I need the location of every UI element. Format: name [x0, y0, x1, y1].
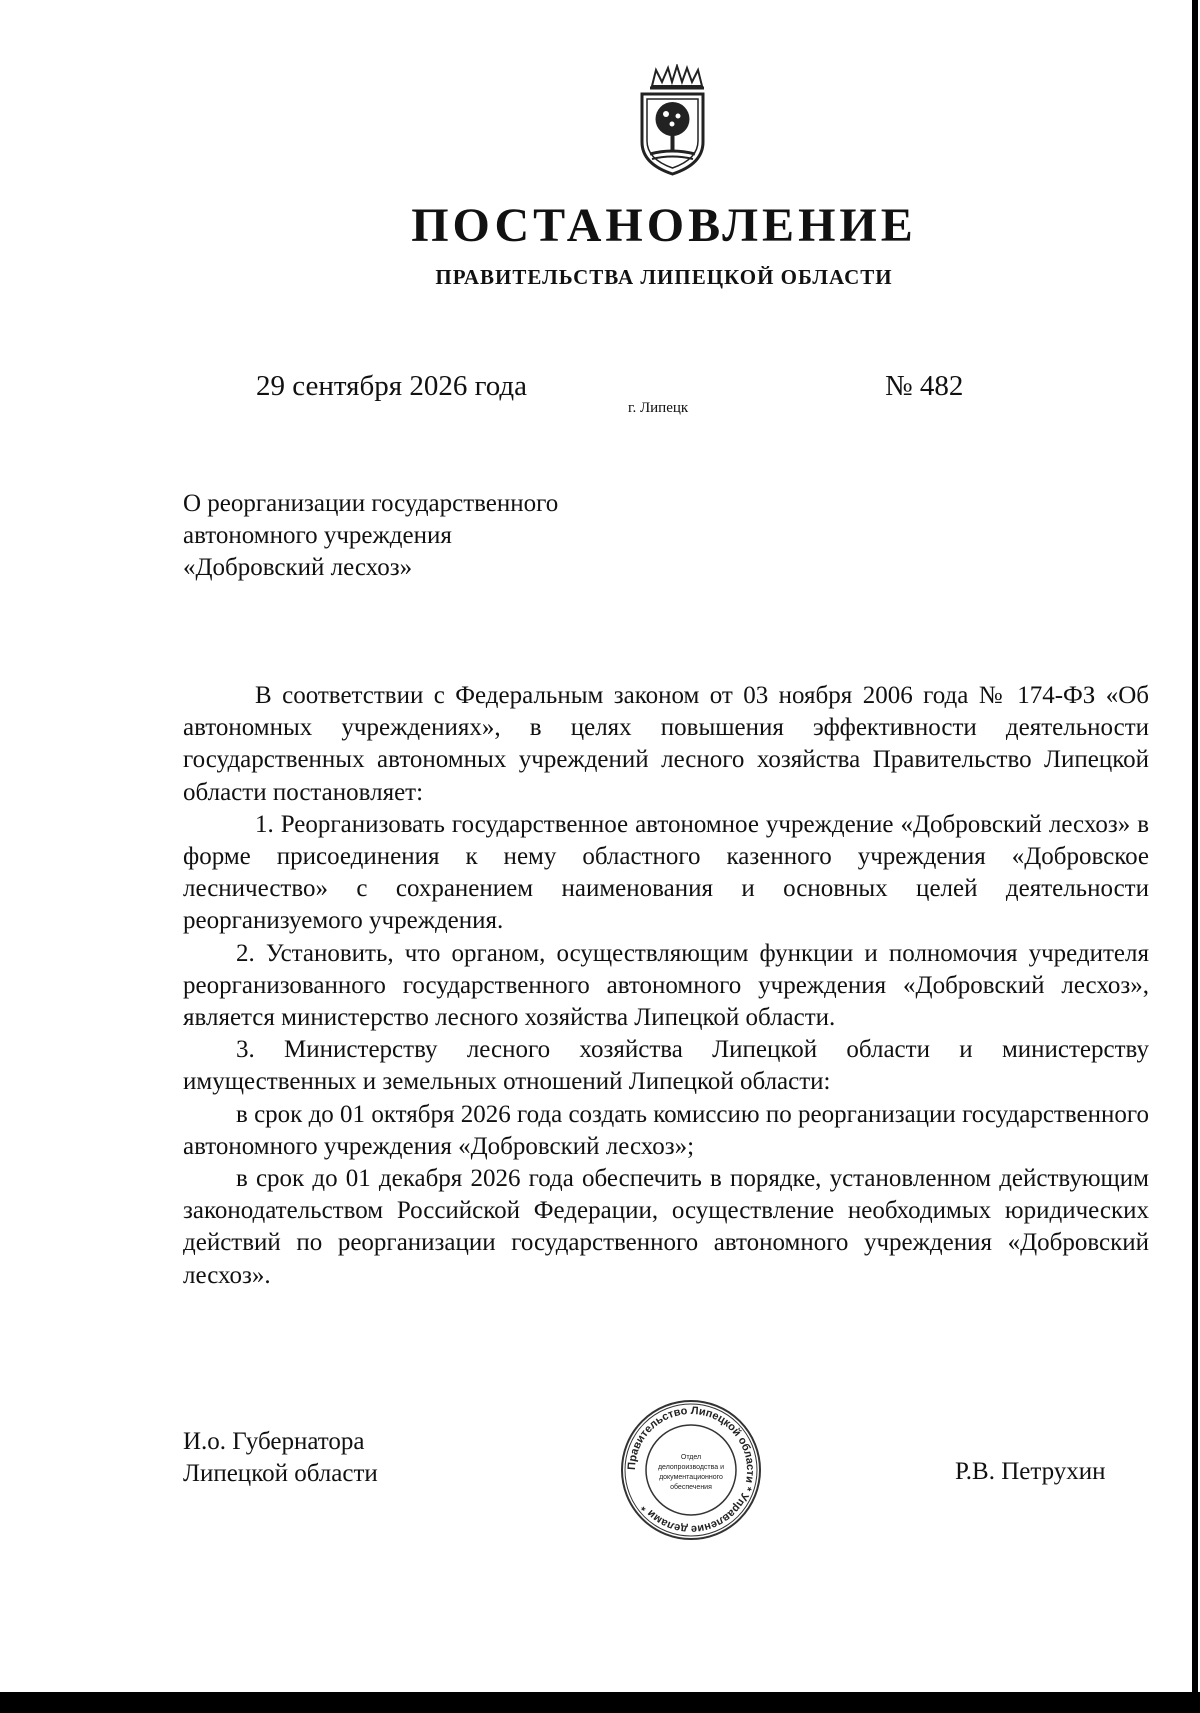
body-intro-paragraph: В соответствии с Федеральным законом от 03 ноября 2006 года № 174-ФЗ «Об автономных учреждениях», в целях повышения эффективности деятельности государственных автономных учреждений лесного хозяйства Правительство Липецкой области постановляет: — [183, 682, 1149, 806]
body-item-1: 1. Реорганизовать государственное автономное учреждение «Добровский лесхоз» в форме присоединения к нему областного казенного учреждения «Добровское лесничество» с сохранением наименования и основных целей деятельности реорганизуемого учреждения. — [183, 810, 1149, 935]
official-stamp — [620, 1399, 762, 1541]
subject-line: «Добровский лесхоз» — [183, 554, 413, 581]
document-date: 29 сентября 2026 года — [256, 370, 528, 402]
body-item-3b: в срок до 01 декабря 2026 года обеспечить в порядке, установленном действующим законодательством Российской Федерации, осуществление необходимых юридических действий по реорганизации государственного автономного учреждения «Добровский лесхоз». — [183, 1165, 1149, 1289]
stamp-ring-text: Правительство Липецкой области * Управление делами * — [625, 1404, 757, 1536]
stamp-center-line: обеспечения — [670, 1484, 712, 1491]
signatory-name: Р.В. Петрухин — [955, 1458, 1106, 1485]
stamp-center-line: документационного — [659, 1474, 723, 1481]
document-subtitle: ПРАВИТЕЛЬСТВА ЛИПЕЦКОЙ ОБЛАСТИ — [435, 265, 893, 289]
document-subject — [183, 488, 783, 584]
document-body — [183, 680, 1149, 1292]
page-bottom-bar — [0, 1692, 1200, 1713]
stamp-center-line: делопроизводства и — [657, 1464, 725, 1471]
subject-line: О реорганизации государственного — [183, 490, 559, 517]
signature-position — [183, 1426, 378, 1490]
document-number: № 482 — [885, 370, 964, 402]
signature-position-line: И.о. Губернатора — [183, 1428, 365, 1455]
body-item-3a: в срок до 01 октября 2026 года создать комиссию по реорганизации государственного автономного учреждения «Добровский лесхоз»; — [183, 1100, 1149, 1160]
document-title: ПОСТАНОВЛЕНИЕ — [411, 199, 917, 252]
page-right-border — [1192, 0, 1198, 1713]
document-city: г. Липецк — [628, 400, 689, 416]
subject-line: автономного учреждения — [183, 522, 452, 549]
stamp-center-line: Отдел — [680, 1454, 702, 1461]
signature-position-line: Липецкой области — [183, 1460, 378, 1487]
body-item-2: 2. Установить, что органом, осуществляющим функции и полномочия учредителя реорганизованного государственного автономного учреждения «Добровский лесхоз», является министерство лесного хозяйства Липецкой области. — [183, 939, 1149, 1032]
coat-of-arms-icon — [630, 64, 715, 179]
body-item-3: 3. Министерству лесного хозяйства Липецкой области и министерству имущественных и земельных отношений Липецкой области: — [183, 1036, 1149, 1096]
